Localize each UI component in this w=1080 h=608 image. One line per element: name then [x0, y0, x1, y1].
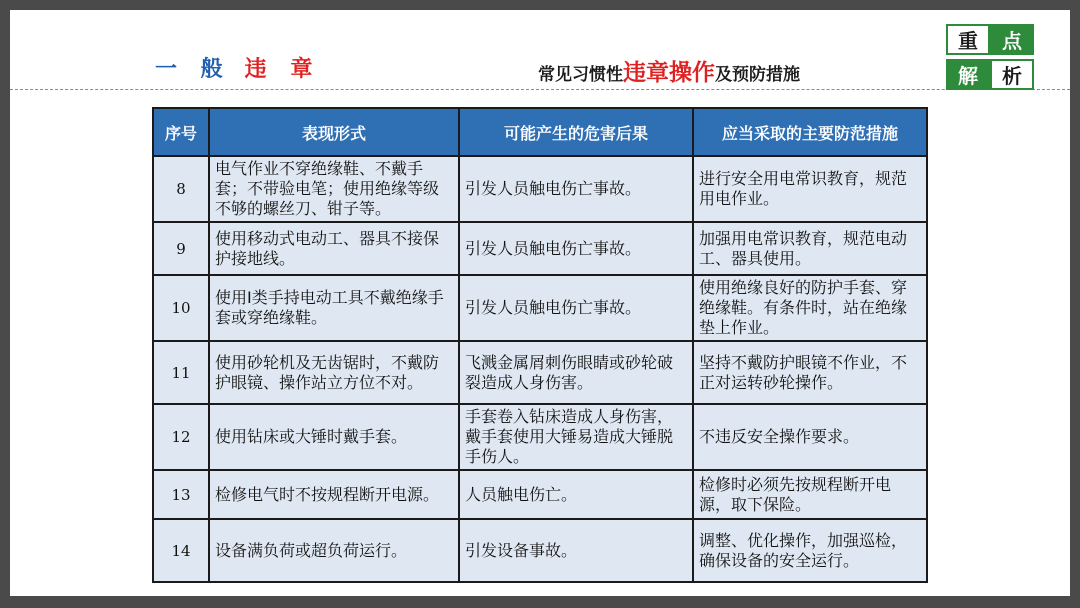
header-consequence: 可能产生的危害后果	[459, 108, 693, 156]
section-title	[155, 52, 320, 83]
badge-char: 点	[990, 24, 1034, 55]
cell-form: 使用移动式电动工、器具不接保护接地线。	[209, 222, 459, 275]
table-row	[153, 404, 927, 470]
badge-char: 解	[946, 59, 990, 90]
cell-measure: 加强用电常识教育，规范电动工、器具使用。	[693, 222, 927, 275]
header-number: 序号	[153, 108, 209, 156]
subtitle-prefix: 常见习惯性	[538, 65, 623, 85]
cell-consequence: 引发人员触电伤亡事故。	[459, 222, 693, 275]
subtitle-suffix: 及预防措施	[715, 65, 800, 85]
cell-measure: 进行安全用电常识教育，规范用电作业。	[693, 156, 927, 222]
table-row	[153, 519, 927, 582]
section-title-part1: 一 般	[155, 57, 231, 82]
badge-char: 重	[946, 24, 990, 55]
header-measure: 应当采取的主要防范措施	[693, 108, 927, 156]
cell-measure: 调整、优化操作，加强巡检，确保设备的安全运行。	[693, 519, 927, 582]
violation-table	[152, 107, 928, 583]
cell-measure: 坚持不戴防护眼镜不作业，不正对运转砂轮操作。	[693, 341, 927, 404]
cell-number: 9	[153, 222, 209, 275]
cell-consequence: 人员触电伤亡。	[459, 470, 693, 519]
cell-consequence: 手套卷入钻床造成人身伤害，戴手套使用大锤易造成大锤脱手伤人。	[459, 404, 693, 470]
subtitle-emphasis: 违章操作	[623, 60, 715, 86]
table-row	[153, 156, 927, 222]
cell-measure: 使用绝缘良好的防护手套、穿绝缘鞋。有条件时，站在绝缘垫上作业。	[693, 275, 927, 341]
cell-measure: 不违反安全操作要求。	[693, 404, 927, 470]
cell-form: 使用砂轮机及无齿锯时，不戴防护眼镜、操作站立方位不对。	[209, 341, 459, 404]
table-row	[153, 222, 927, 275]
cell-number: 8	[153, 156, 209, 222]
cell-number: 11	[153, 341, 209, 404]
table-header-row	[153, 108, 927, 156]
badge-char: 析	[990, 59, 1034, 90]
cell-consequence: 飞溅金属屑刺伤眼睛或砂轮破裂造成人身伤害。	[459, 341, 693, 404]
table-row	[153, 341, 927, 404]
cell-form: 设备满负荷或超负荷运行。	[209, 519, 459, 582]
table-row	[153, 470, 927, 519]
cell-number: 14	[153, 519, 209, 582]
dashed-divider	[10, 89, 1070, 90]
section-title-part2: 违 章	[244, 57, 321, 82]
cell-number: 12	[153, 404, 209, 470]
key-analysis-badge	[946, 24, 1034, 90]
cell-measure: 检修时必须先按规程断开电源，取下保险。	[693, 470, 927, 519]
cell-consequence: 引发设备事故。	[459, 519, 693, 582]
header-form: 表现形式	[209, 108, 459, 156]
table-row	[153, 275, 927, 341]
slide-subtitle	[538, 54, 800, 87]
cell-form: 电气作业不穿绝缘鞋、不戴手套；不带验电笔；使用绝缘等级不够的螺丝刀、钳子等。	[209, 156, 459, 222]
slide	[10, 10, 1070, 596]
cell-consequence: 引发人员触电伤亡事故。	[459, 156, 693, 222]
cell-consequence: 引发人员触电伤亡事故。	[459, 275, 693, 341]
cell-number: 10	[153, 275, 209, 341]
cell-form: 使用钻床或大锤时戴手套。	[209, 404, 459, 470]
cell-form: 检修电气时不按规程断开电源。	[209, 470, 459, 519]
cell-form: 使用Ⅰ类手持电动工具不戴绝缘手套或穿绝缘鞋。	[209, 275, 459, 341]
cell-number: 13	[153, 470, 209, 519]
